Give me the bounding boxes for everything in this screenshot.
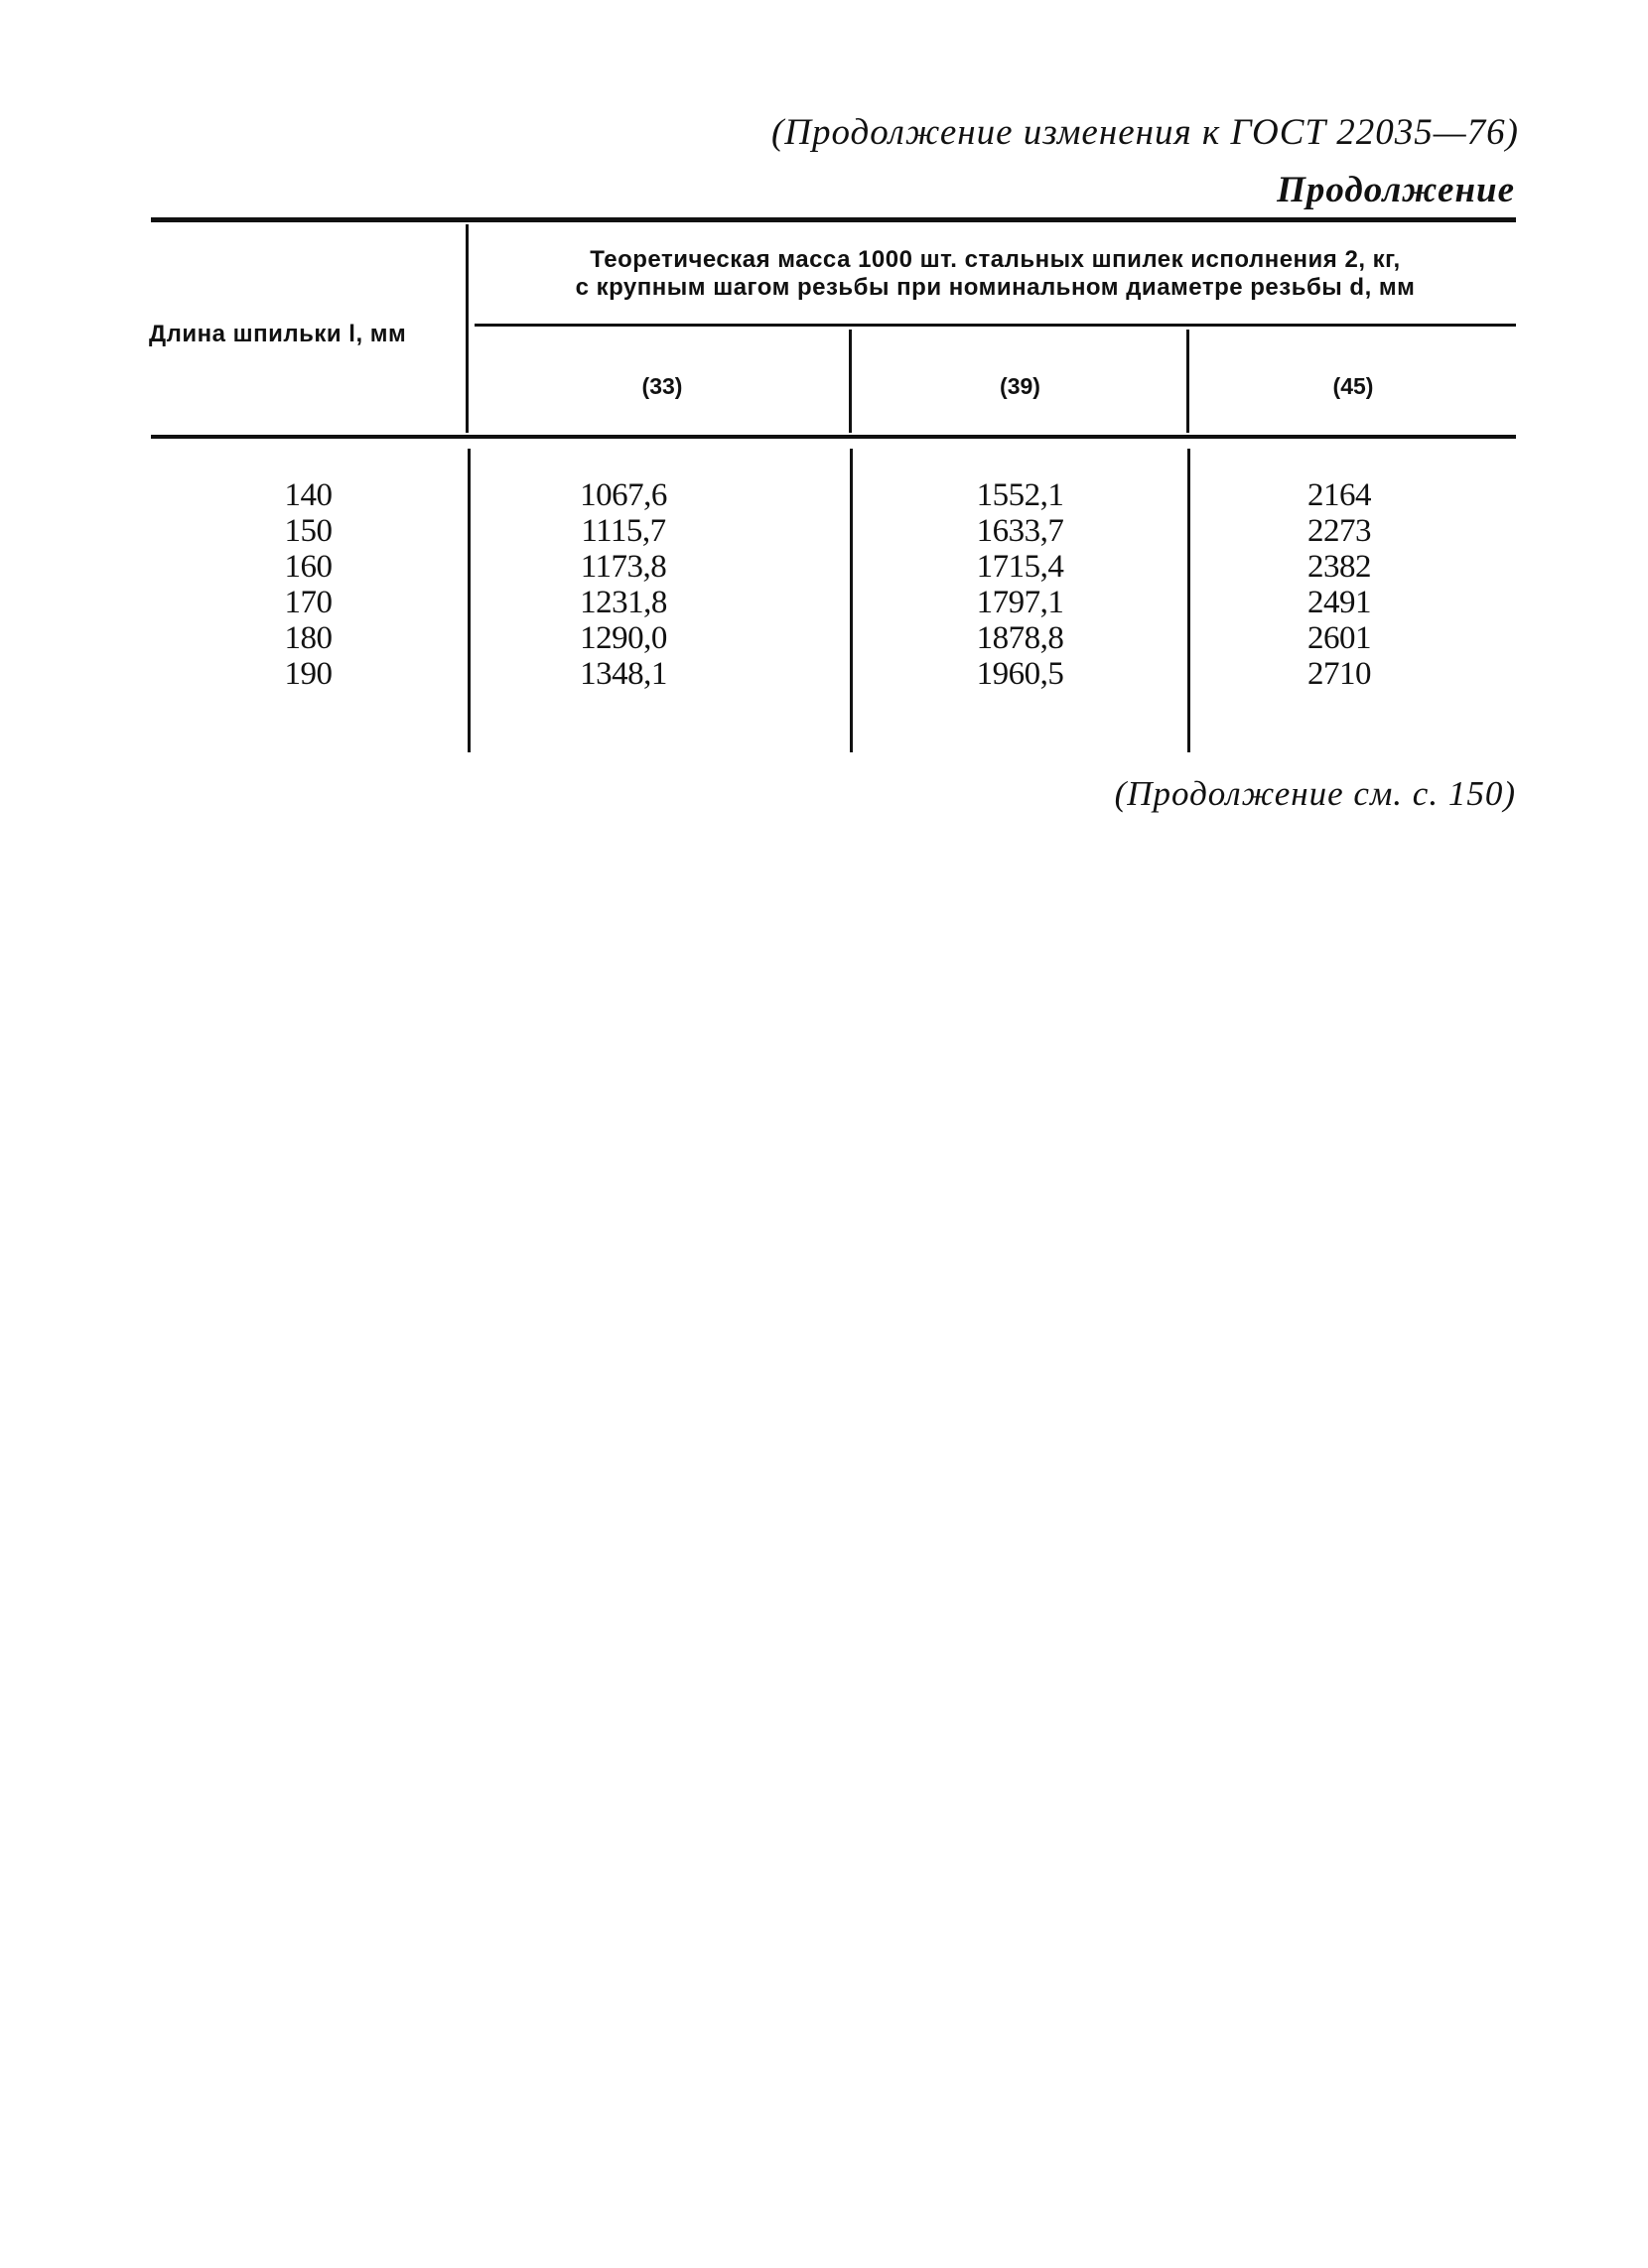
table-header-bottom-rule <box>151 435 1516 439</box>
mass-header-line: с крупным шагом резьбы при номинальном диаметре резьбы d, мм <box>575 274 1416 301</box>
table-cell: 2164 <box>1307 477 1371 513</box>
table-cell: 1797,1 <box>976 585 1064 620</box>
table-cell: 1878,8 <box>976 620 1064 656</box>
table-cell: 180 <box>284 620 333 656</box>
diameter-header-33: (33) <box>641 373 683 399</box>
length-column-header: Длина шпильки l, мм <box>149 321 407 347</box>
table-cell: 2273 <box>1307 513 1371 549</box>
diameter-header-39: (39) <box>1000 373 1040 399</box>
running-head: (Продолжение изменения к ГОСТ 22035—76) <box>770 112 1519 153</box>
mass-column-header <box>477 246 1514 302</box>
mass-column-45 <box>1190 477 1488 692</box>
table-cell: 1067,6 <box>580 477 667 513</box>
table-cell: 1115,7 <box>581 513 666 549</box>
table-cell: 1290,0 <box>580 620 667 656</box>
table-cell: 1960,5 <box>976 656 1064 692</box>
mass-column-33 <box>475 477 772 692</box>
table-subheader-rule <box>475 324 1516 327</box>
table-cell: 1552,1 <box>976 477 1064 513</box>
table-cell: 150 <box>284 513 333 549</box>
column-divider <box>466 224 469 433</box>
column-divider <box>468 449 471 752</box>
table-cell: 1231,8 <box>580 585 667 620</box>
table-cell: 2710 <box>1307 656 1371 692</box>
mass-column-39 <box>853 477 1187 692</box>
table-cell: 2601 <box>1307 620 1371 656</box>
table-cell: 1633,7 <box>976 513 1064 549</box>
table-top-rule <box>151 217 1516 222</box>
table-cell: 2491 <box>1307 585 1371 620</box>
continuation-note: (Продолжение см. с. 150) <box>1114 774 1516 813</box>
diameter-header-45: (45) <box>1332 373 1374 399</box>
table-cell: 190 <box>284 656 333 692</box>
continuation-label: Продолжение <box>1277 170 1515 210</box>
table-cell: 1173,8 <box>580 549 667 585</box>
table-cell: 1348,1 <box>580 656 667 692</box>
mass-header-line: Теоретическая масса 1000 шт. стальных шпилек исполнения 2, кг, <box>590 246 1401 273</box>
table-cell: 140 <box>284 477 333 513</box>
table-cell: 160 <box>284 549 333 585</box>
table-cell: 1715,4 <box>976 549 1064 585</box>
table-cell: 2382 <box>1307 549 1371 585</box>
length-column <box>151 477 466 692</box>
table-cell: 170 <box>284 585 333 620</box>
